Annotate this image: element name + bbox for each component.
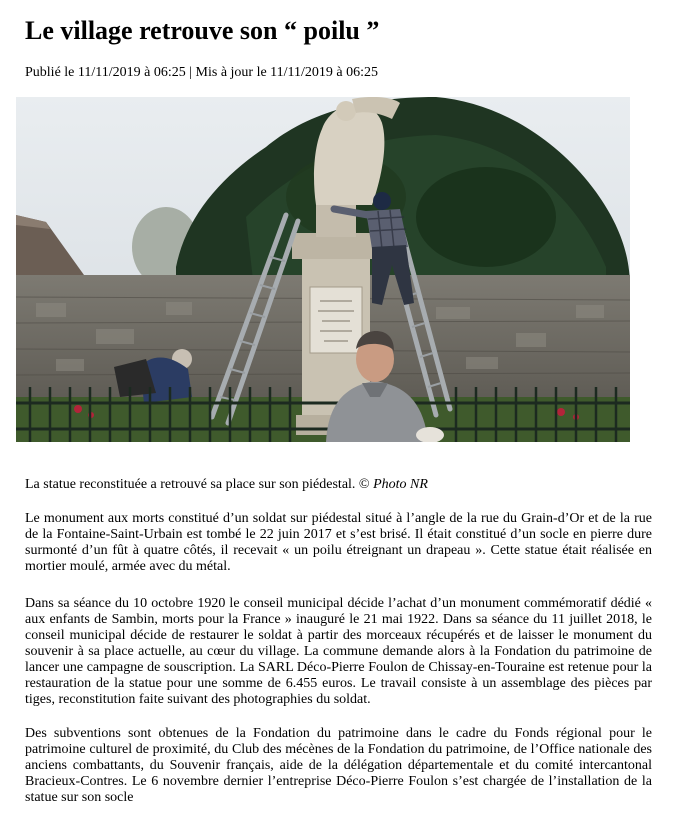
photo-illustration xyxy=(16,97,630,442)
photo-credit: Photo NR xyxy=(373,477,428,492)
publication-date: Publié le 11/11/2019 à 06:25 | Mis à jour le 11/11/2019 à 06:25 xyxy=(25,65,379,80)
article-photo xyxy=(16,97,630,442)
article-title: Le village retrouve son “ poilu ” xyxy=(25,16,380,45)
article-paragraph-1: Le monument aux morts constitué d’un soldat sur piédestal situé à l’angle de la rue du Grain-d’Or et de la rue de la Fontaine-Saint-Urbain est tombé le 22 juin 2017 et s’est brisé. Il était constitué d’un socle en pierre dure surmonté d’un fût à quatre côtés, il recevait « un poilu étreignant un drapeau ». Cette statue était réalisée en mortier moulé, armée avec du métal. xyxy=(25,511,652,574)
caption-text: La statue reconstituée a retrouvé sa place sur son piédestal. © xyxy=(25,477,374,492)
photo-caption xyxy=(25,476,428,494)
article-paragraph-2: Dans sa séance du 10 octobre 1920 le conseil municipal décide l’achat d’un monument commémoratif dédié « aux enfants de Sambin, morts pour la France » inauguré le 21 mai 1922. Dans sa séance du 11 juillet 2018, le conseil municipal décide de restaurer le soldat à partir des morceaux récupérés et de laisser le monument du souvenir à sa place actuelle, au cœur du village. La commune demande alors à la Fondation du patrimoine de lancer une campagne de souscription. La SARL Déco-Pierre Foulon de Chissay-en-Touraine est retenue pour la restauration de la statue pour une somme de 6.455 euros. Le travail consiste à un assemblage des pièces par tiges, reconstitution faite suivant des photographies du soldat. xyxy=(25,596,652,707)
article-paragraph-3: Des subventions sont obtenues de la Fondation du patrimoine dans le cadre du Fonds régional pour le patrimoine culturel de proximité, du Club des mécènes de la Fondation du patrimoine, de l’Office nationale des anciens combattants, du Souvenir français, aide de la délégation départementale et du comité intercantonal Bracieux-Contres. Le 6 novembre dernier l’entreprise Déco-Pierre Foulon s’est chargée de l’installation de la statue sur son socle xyxy=(25,726,652,805)
